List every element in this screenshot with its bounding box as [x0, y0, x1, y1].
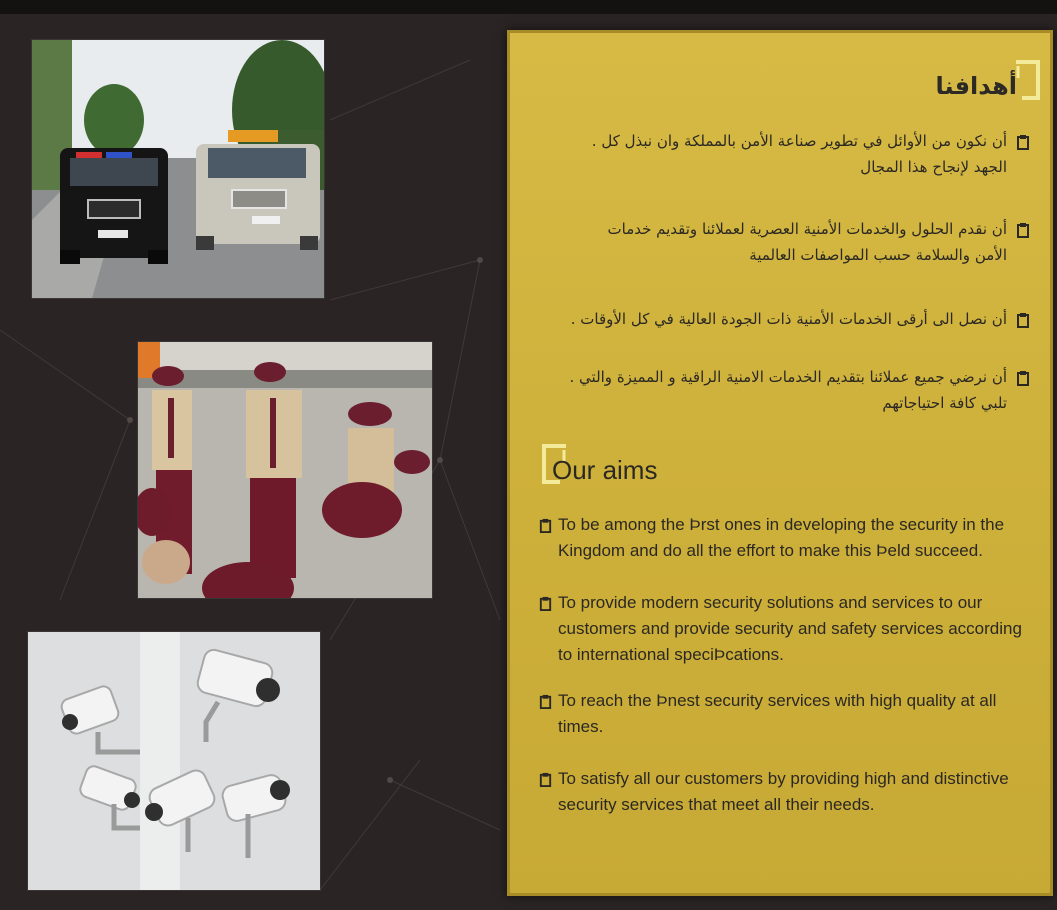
arabic-aim-3: أن نصل الى أرقى الخدمات الأمنية ذات الجودة العالية في كل الأوقات . [541, 306, 1031, 332]
arabic-aim-1: أن نكون من الأوائل في تطوير صناعة الأمن بالمملكة وان نبذل كل . الجهد لإنجاح هذا المجال [541, 128, 1031, 180]
clipboard-icon [1015, 134, 1031, 150]
english-aim-2: To provide modern security solutions and services to our customers and provide security and safety services according to international speciÞcations. [538, 590, 1046, 668]
clipboard-icon [1015, 312, 1031, 328]
english-aim-1: To be among the Þrst ones in developing the security in the Kingdom and do all the effort to make this Þeld succeed. [538, 512, 1046, 564]
arabic-aim-2: أن نقدم الحلول والخدمات الأمنية العصرية لعملائنا وتقديم خدمات الأمن والسلامة حسب المواصفات العالمية [541, 216, 1031, 268]
cctv-cameras-photo [28, 632, 320, 890]
clipboard-icon [1015, 222, 1031, 238]
clipboard-icon [538, 772, 553, 787]
english-aim-3: To reach the Þnest security services with high quality at all times. [538, 688, 1046, 740]
clipboard-icon [538, 518, 553, 533]
clipboard-icon [538, 694, 553, 709]
clipboard-icon [1015, 370, 1031, 386]
english-aims-title: Our aims [552, 455, 658, 485]
clipboard-icon [538, 596, 553, 611]
english-aim-4: To satisfy all our customers by providing high and distinctive security services that meet all their needs. [538, 766, 1046, 818]
arabic-aims-title: أهدافنا [935, 72, 1017, 100]
security-vehicles-photo [32, 40, 324, 298]
arabic-aim-4: أن نرضي جميع عملائنا بتقديم الخدمات الامنية الراقية و المميزة والتي . تلبي كافة احتياجاتهم [541, 364, 1031, 416]
security-guards-photo [138, 342, 432, 598]
